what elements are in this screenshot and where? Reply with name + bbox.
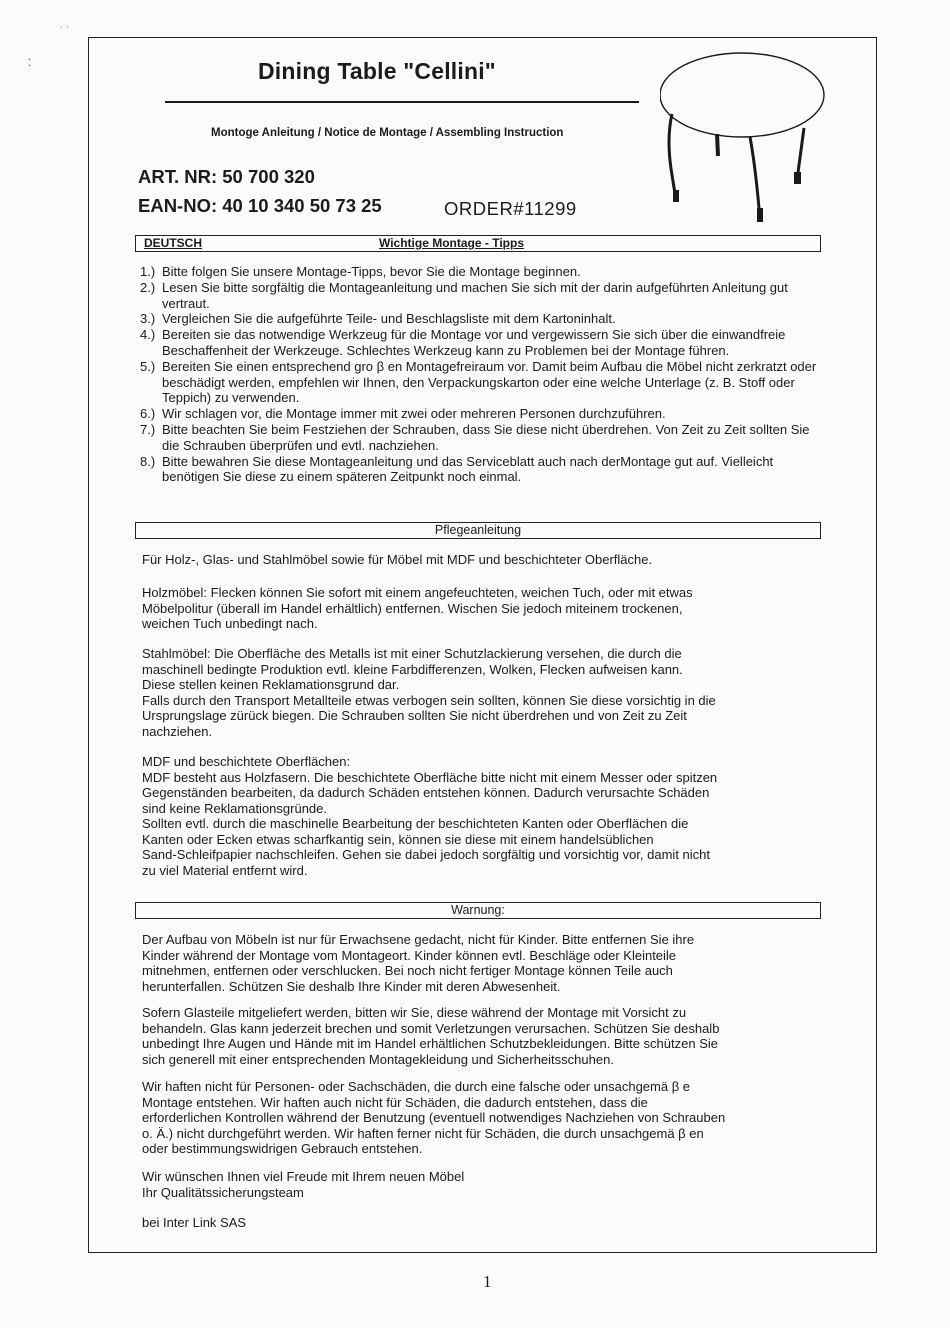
care-intro: Für Holz-, Glas- und Stahlmöbel sowie für Möbel mit MDF und beschichteter Oberfläche. xyxy=(142,552,653,567)
text-line: MDF besteht aus Holzfasern. Die beschichtete Oberfläche bitte nicht mit einem Messer oder spitzen xyxy=(142,769,718,785)
tip-item xyxy=(140,406,830,422)
tip-item xyxy=(140,280,830,312)
tip-text: Bereiten Sie einen entsprechend gro β en Montagefreiraum vor. Damit beim Aufbau die Möbel nicht zerkratzt oder beschädigt werden, empfehlen wir Ihnen, den Verpackungskarton oder eine welche Unterlage (z. B. Stoff oder Teppich) zu verwenden. xyxy=(162,358,817,406)
text-line: zu viel Material entfernt wird. xyxy=(142,862,308,878)
tip-item xyxy=(140,359,830,406)
tip-number: 6.) xyxy=(140,406,156,422)
page-number: 1 xyxy=(483,1272,492,1291)
scan-speck: ˙ ˙ xyxy=(60,26,70,37)
tip-item xyxy=(140,327,830,359)
text-line: nachziehen. xyxy=(142,723,213,739)
article-number: ART. NR: 50 700 320 xyxy=(138,166,315,187)
text-line: MDF und beschichtete Oberflächen: xyxy=(142,754,351,769)
text-line: Der Aufbau von Möbeln ist nur für Erwachsene gedacht, nicht für Kinder. Bitte entfernen Sie ihre xyxy=(142,932,695,947)
section-language-label: DEUTSCH xyxy=(144,236,203,250)
document-subtitle: Montoge Anleitung / Notice de Montage / Assembling Instruction xyxy=(211,127,564,139)
text-line: Holzmöbel: Flecken können Sie sofort mit einem angefeuchteten, weichen Tuch, oder mit etwas xyxy=(142,585,693,600)
order-number: ORDER#11299 xyxy=(444,198,577,219)
text-line: oder bestimmungswidrigen Gebrauch entstehen. xyxy=(142,1141,423,1156)
tip-text: Vergleichen Sie die aufgeführte Teile- und Beschlagsliste mit dem Kartoninhalt. xyxy=(162,311,616,327)
text-line: unbedingt Ihre Augen und Hände mit im Handel erhältlichen Schutzbekleidungen. Bitte schützen Sie xyxy=(142,1036,718,1051)
section-bar-tips xyxy=(135,235,821,252)
tip-text: Wir schlagen vor, die Montage immer mit zwei oder mehreren Personen durchzuführen. xyxy=(162,406,666,422)
tip-item xyxy=(140,454,830,486)
tip-number: 2.) xyxy=(140,279,156,295)
closing-paragraph xyxy=(142,1169,842,1200)
tip-number: 3.) xyxy=(140,311,156,327)
tip-text: Bereiten sie das notwendige Werkzeug für die Montage vor und vergewissern Sie sich über die einwandfreie Beschaffenheit der Werkzeuge. Schlechtes Werkzeug kann zu Problemen bei der Montage führen. xyxy=(162,327,786,358)
text-line: weichen Tuch unbedingt nach. xyxy=(142,616,318,631)
text-line: sind keine Reklamationsgründe. xyxy=(142,800,327,816)
tip-number: 1.) xyxy=(140,264,156,279)
tip-number: 5.) xyxy=(140,358,156,374)
text-line: Kinder während der Montage vom Montageort. Kinder können evtl. Beschläge oder Kleinteile xyxy=(142,947,677,963)
text-line: Falls durch den Transport Metallteile etwas verbogen sein sollten, können Sie diese vorsichtig in die xyxy=(142,692,716,708)
text-line: Kanten oder Ecken etwas scharfkantig sein, können sie diese mit einem handelsüblichen xyxy=(142,831,654,847)
care-mdf-paragraph xyxy=(142,754,842,878)
tip-number: 4.) xyxy=(140,327,156,343)
section-bar-care xyxy=(135,522,821,539)
care-steel-paragraph xyxy=(142,646,842,739)
text-line: Sollten evtl. durch die maschinelle Bearbeitung der beschichteten Kanten oder Oberflächen die xyxy=(142,816,689,831)
section-heading-tips: Wichtige Montage - Tipps xyxy=(379,236,525,250)
tip-text: Bitte beachten Sie beim Festziehen der Schrauben, dass Sie diese nicht überdrehen. Von Zeit zu Zeit sollten Sie die Schrauben überprüfen und evtl. nachziehen. xyxy=(162,421,810,453)
tip-text: Bitte folgen Sie unsere Montage-Tipps, bevor Sie die Montage beginnen. xyxy=(162,264,581,279)
tip-item xyxy=(140,264,830,280)
text-line: Diese stellen keinen Reklamationsgrund dar. xyxy=(142,677,400,692)
text-line: o. Ä.) nicht durchgeführt werden. Wir haften ferner nicht für Schäden, die durch unsachgemä β en xyxy=(142,1125,704,1141)
care-wood-paragraph xyxy=(142,585,842,632)
warning-liability-paragraph xyxy=(142,1079,842,1157)
warning-glass-paragraph xyxy=(142,1005,842,1067)
text-line: Ihr Qualitätssicherungsteam xyxy=(142,1184,304,1200)
text-line: Stahlmöbel: Die Oberfläche des Metalls ist mit einer Schutzlackierung versehen, die durch die xyxy=(142,646,682,661)
text-line: behandeln. Glas kann jederzeit brechen und somit Verletzungen verursachen. Schützen Sie deshalb xyxy=(142,1020,720,1036)
text-line: Montage entstehen. Wir haften auch nicht für Schäden, die dadurch entstehen, dass die xyxy=(142,1094,648,1110)
text-line: Wir wünschen Ihnen viel Freude mit Ihrem neuen Möbel xyxy=(142,1169,465,1184)
section-bar-warning xyxy=(135,902,821,919)
tip-text: Bitte bewahren Sie diese Montageanleitung und das Serviceblatt auch nach derMontage gut auf. Vielleicht benötigen Sie diese zu einem späteren Zeitpunkt noch einmal. xyxy=(162,453,774,485)
text-line: Möbelpolitur (überall im Handel erhältlich) entfernen. Wischen Sie jedoch miteinem trockenen, xyxy=(142,600,683,616)
text-line: herunterfallen. Schützen Sie deshalb Ihre Kinder mit deren Abwesenheit. xyxy=(142,978,561,994)
tip-item xyxy=(140,422,830,454)
tip-number: 8.) xyxy=(140,453,156,469)
text-line: mitnehmen, entfernen oder verschlucken. Bei noch nicht fertiger Montage können Teile auch xyxy=(142,963,673,978)
text-line: sich generell mit einer entsprechenden Montagekleidung und Sicherheitsschuhen. xyxy=(142,1051,614,1067)
document-title: Dining Table "Cellini" xyxy=(258,58,496,84)
ean-number: EAN-NO: 40 10 340 50 73 25 xyxy=(138,195,382,216)
text-line: erforderlichen Kontrollen während der Benutzung (eventuell notwendiges Nachziehen von Schrauben xyxy=(142,1110,726,1125)
text-line: Wir haften nicht für Personen- oder Sachschäden, die durch eine falsche oder unsachgemä β e xyxy=(142,1079,691,1094)
text-line: Sand-Schleifpapier nachschleifen. Gehen sie dabei jedoch sorgfältig und vorsichtig vor, damit nicht xyxy=(142,847,711,862)
section-heading-care: Pflegeanleitung xyxy=(434,523,522,537)
company-signature: bei Inter Link SAS xyxy=(142,1215,247,1230)
round-table-illustration xyxy=(660,50,835,230)
scan-speck: ⁚ xyxy=(28,58,32,69)
tip-text: Lesen Sie bitte sorgfältig die Montageanleitung und machen Sie sich mit der darin aufgeführten Anleitung gut vertraut. xyxy=(162,279,788,311)
text-line: maschinell bedingte Produktion evtl. kleine Farbdifferenzen, Wolken, Flecken aufweisen kann. xyxy=(142,661,683,677)
text-line: Sofern Glasteile mitgeliefert werden, bitten wir Sie, diese während der Montage mit Vorsicht zu xyxy=(142,1005,687,1020)
text-line: Gegenständen bearbeiten, da dadurch Schäden entstehen können. Dadurch verursachte Schäden xyxy=(142,785,710,800)
tips-list xyxy=(140,264,830,485)
section-heading-warning: Warnung: xyxy=(451,903,505,917)
warning-children-paragraph xyxy=(142,932,842,994)
text-line: Ursprungslage zürück biegen. Die Schrauben sollten Sie nicht überdrehen und von Zeit zu Zeit xyxy=(142,708,687,723)
title-underline xyxy=(165,101,639,103)
tip-item xyxy=(140,311,830,327)
tip-number: 7.) xyxy=(140,421,156,437)
